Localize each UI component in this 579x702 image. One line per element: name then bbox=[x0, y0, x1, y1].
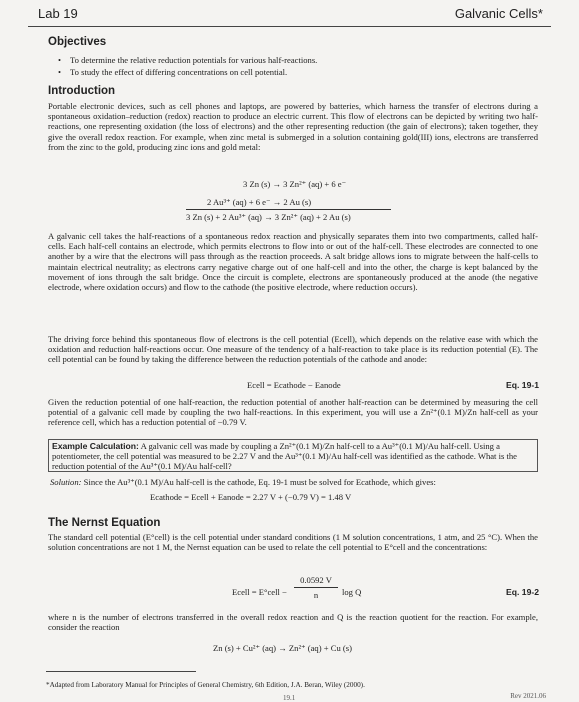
equation-19-2-label: Eq. 19-2 bbox=[506, 587, 539, 597]
nernst-equation-left: Ecell = E°cell − bbox=[232, 587, 287, 597]
nernst-fraction-numerator: 0.0592 V bbox=[300, 575, 332, 585]
half-reaction-oxidation: 3 Zn (s) → 3 Zn²⁺ (aq) + 6 e⁻ bbox=[243, 179, 347, 189]
overall-reaction: 3 Zn (s) + 2 Au³⁺ (aq) → 3 Zn²⁺ (aq) + 2 Au (s) bbox=[186, 212, 351, 222]
example-reaction: Zn (s) + Cu²⁺ (aq) → Zn²⁺ (aq) + Cu (s) bbox=[213, 643, 352, 653]
solution-text: Since the Au³⁺(0.1 M)/Au half-cell is the cathode, Eq. 19-1 must be solved for Ecathode, which gives: bbox=[81, 477, 436, 487]
solution-paragraph bbox=[50, 477, 538, 487]
lab-number: Lab 19 bbox=[38, 6, 78, 21]
nernst-heading: The Nernst Equation bbox=[48, 517, 161, 529]
footnote-rule bbox=[46, 671, 196, 672]
objectives-heading: Objectives bbox=[48, 36, 107, 48]
nernst-fraction-denominator: n bbox=[313, 590, 319, 600]
introduction-heading: Introduction bbox=[48, 85, 116, 97]
nernst-paragraph-2: where n is the number of electrons transferred in the overall redox reaction and Q is the reaction quotient for the reaction. For example, consider the reaction bbox=[48, 612, 538, 633]
page-number: 19.1 bbox=[283, 694, 296, 702]
footnote: *Adapted from Laboratory Manual for Principles of General Chemistry, 6th Edition, J.A. Beran, Wiley (2000). bbox=[46, 681, 365, 689]
sum-rule bbox=[186, 209, 391, 210]
equation-19-1-label: Eq. 19-1 bbox=[506, 380, 539, 390]
example-text: A galvanic cell was made by coupling a Zn²⁺(0.1 M)/Zn half-cell to a Au³⁺(0.1 M)/Au half-cell. Using a potentiometer, the cell potential was measured to be 2.27 V and the Au³⁺(0.1 M)/Au half-cell was identified as the cathode. What is the reduction potential of the Au³⁺(0.1 M)/Au half-cell? bbox=[52, 441, 517, 472]
header-rule bbox=[28, 26, 551, 27]
intro-paragraph-1: Portable electronic devices, such as cell phones and laptops, are powered by batteries, which harness the transfer of electrons during a spontaneous oxidation–reduction (redox) reaction to produce an electric current. This flow of electrons can be depicted by writing two half-reactions, one representing oxidation (the loss of electrons) and the other representing reduction (the gain of electrons); taken together, they give the overall redox reaction. For example, when zinc metal is submerged in a solution containing gold(III) ions, electrons are transferred from the zinc to the gold, producing zinc ions and gold metal: bbox=[48, 101, 538, 152]
nernst-paragraph-1: The standard cell potential (E°cell) is the cell potential under standard conditions (1 M solution concentrations, 1 atm, and 25 °C). When the solution concentrations are not 1 M, the Nernst equation can be used to relate the cell potential to E°cell and the concentrations: bbox=[48, 532, 538, 553]
example-label: Example Calculation: bbox=[52, 441, 139, 451]
solution-equation: Ecathode = Ecell + Eanode = 2.27 V + (−0.79 V) = 1.48 V bbox=[150, 492, 352, 502]
revision-label: Rev 2021.06 bbox=[510, 692, 546, 700]
objective-item: • To determine the relative reduction potentials for various half-reactions. bbox=[58, 55, 318, 65]
example-calculation-box bbox=[48, 439, 538, 472]
solution-label: Solution: bbox=[50, 477, 82, 487]
equation-19-1: Ecell = Ecathode − Eanode bbox=[247, 380, 341, 390]
half-reaction-reduction: 2 Au³⁺ (aq) + 6 e⁻ → 2 Au (s) bbox=[207, 197, 312, 207]
lab-title: Galvanic Cells* bbox=[454, 6, 543, 21]
fraction-bar bbox=[294, 587, 338, 588]
intro-paragraph-3: The driving force behind this spontaneous flow of electrons is the cell potential (Ecell), which depends on the relative ease with which the oxidation and reduction half-reactions occur. One measure of the tendency of a half-reaction to take place is its reduction potential (E). The cell potential can be found by taking the difference between the reduction potentials of the cathode and anode: bbox=[48, 334, 538, 365]
nernst-equation-right: log Q bbox=[342, 587, 362, 597]
objective-item: • To study the effect of differing concentrations on cell potential. bbox=[58, 67, 288, 77]
intro-paragraph-2: A galvanic cell takes the half-reactions of a spontaneous redox reaction and physically separates them into two compartments, called half-cells. Each half-cell contains an electrode, which permits electrons to flow into or out of the half-cell. These electrodes are connected to one another by a wire that the electrons will pass through as the reaction proceeds. A salt bridge allows ions to migrate between the half-cells to maintain electrical neutrality; as electrons carry negative charge out of one half-cell and into the other, the charge is kept balanced by the movement of ions through the salt bridge. Once the circuit is complete, electrons are spontaneously produced at the anode (the negative electrode, where oxidation occurs) and flow to the cathode (the positive electrode, where reduction occurs). bbox=[48, 231, 538, 293]
intro-paragraph-4: Given the reduction potential of one half-reaction, the reduction potential of another half-reaction can be determined by measuring the cell potential of a galvanic cell made by coupling the two half-reactions. In this experiment, you will use a Zn²⁺(0.1 M)/Zn half-cell as your reference cell, which has a reduction potential of −0.79 V. bbox=[48, 397, 538, 428]
